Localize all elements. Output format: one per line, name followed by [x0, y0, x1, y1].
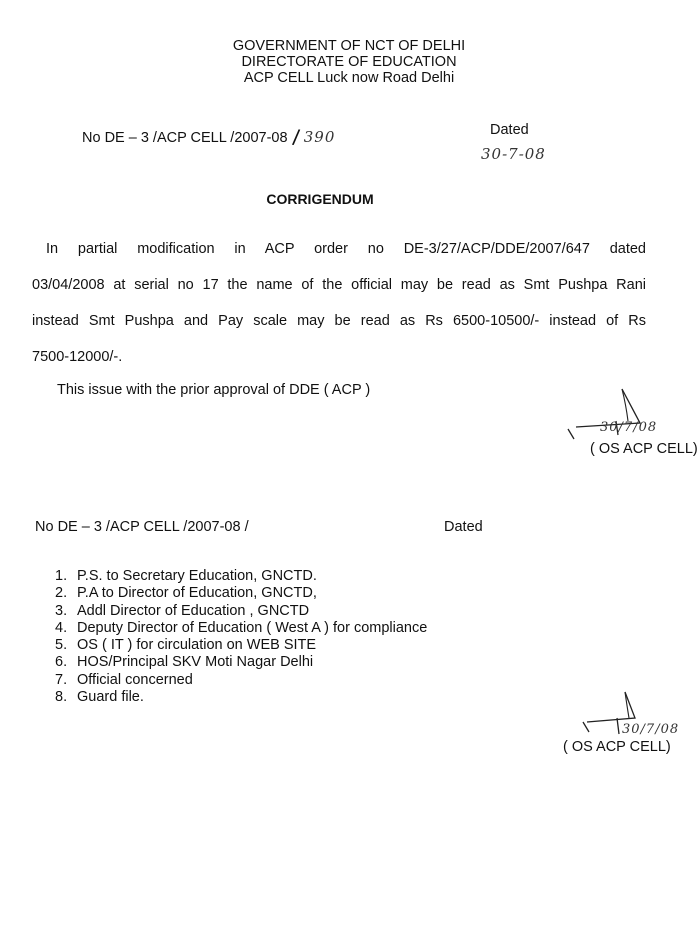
copy-reference-number: No DE – 3 /ACP CELL /2007-08 / — [35, 519, 249, 535]
body-line-3: instead Smt Pushpa and Pay scale may be read as Rs 6500-10500/- instead of Rs — [32, 313, 646, 329]
document-title: CORRIGENDUM — [266, 191, 374, 207]
list-item: 2. P.A to Director of Education, GNCTD, — [55, 585, 317, 602]
reference-number — [82, 122, 336, 151]
list-item: 4. Deputy Director of Education ( West A ) for compliance — [55, 619, 428, 636]
list-item: 1. P.S. to Secretary Education, GNCTD. — [55, 568, 317, 584]
copy-dated-label: Dated — [444, 519, 483, 535]
handwritten-slash: / — [290, 124, 301, 151]
header-directorate: DIRECTORATE OF EDUCATION — [241, 54, 457, 70]
signature-2-designation: ( OS ACP CELL) — [563, 739, 671, 755]
list-item: 5. OS ( IT ) for circulation on WEB SITE — [55, 637, 317, 654]
body-line-4: 7500-12000/-. — [32, 349, 123, 365]
signature-1-designation: ( OS ACP CELL) — [590, 441, 698, 457]
distribution-list — [55, 568, 427, 706]
body-line-1: In partial modification in ACP order no DE-3/27/ACP/DDE/2007/647 dated — [46, 241, 646, 257]
signature-2-date: 30/7/08 — [622, 722, 680, 737]
list-item: 8. Guard file. — [55, 689, 144, 706]
handwritten-dispatch-number: 390 — [303, 128, 336, 146]
approval-note: This issue with the prior approval of DDE ( ACP ) — [57, 382, 371, 398]
body-line-2: 03/04/2008 at serial no 17 the name of the official may be read as Smt Pushpa Rani — [32, 277, 646, 293]
handwritten-date: 30-7-08 — [481, 145, 546, 163]
dated-label: Dated — [490, 122, 529, 138]
header-government: GOVERNMENT OF NCT OF DELHI — [232, 38, 466, 54]
list-item: 6. HOS/Principal SKV Moti Nagar Delhi — [55, 654, 314, 671]
header-office: ACP CELL Luck now Road Delhi — [243, 70, 455, 86]
signature-1-date: 30/7/08 — [600, 420, 658, 435]
reference-number-prefix: No DE – 3 /ACP CELL /2007-08 — [82, 130, 288, 146]
list-item: 7. Official concerned — [55, 671, 193, 688]
signature-1-icon — [560, 385, 670, 445]
list-item: 3. Addl Director of Education , GNCTD — [55, 602, 310, 619]
